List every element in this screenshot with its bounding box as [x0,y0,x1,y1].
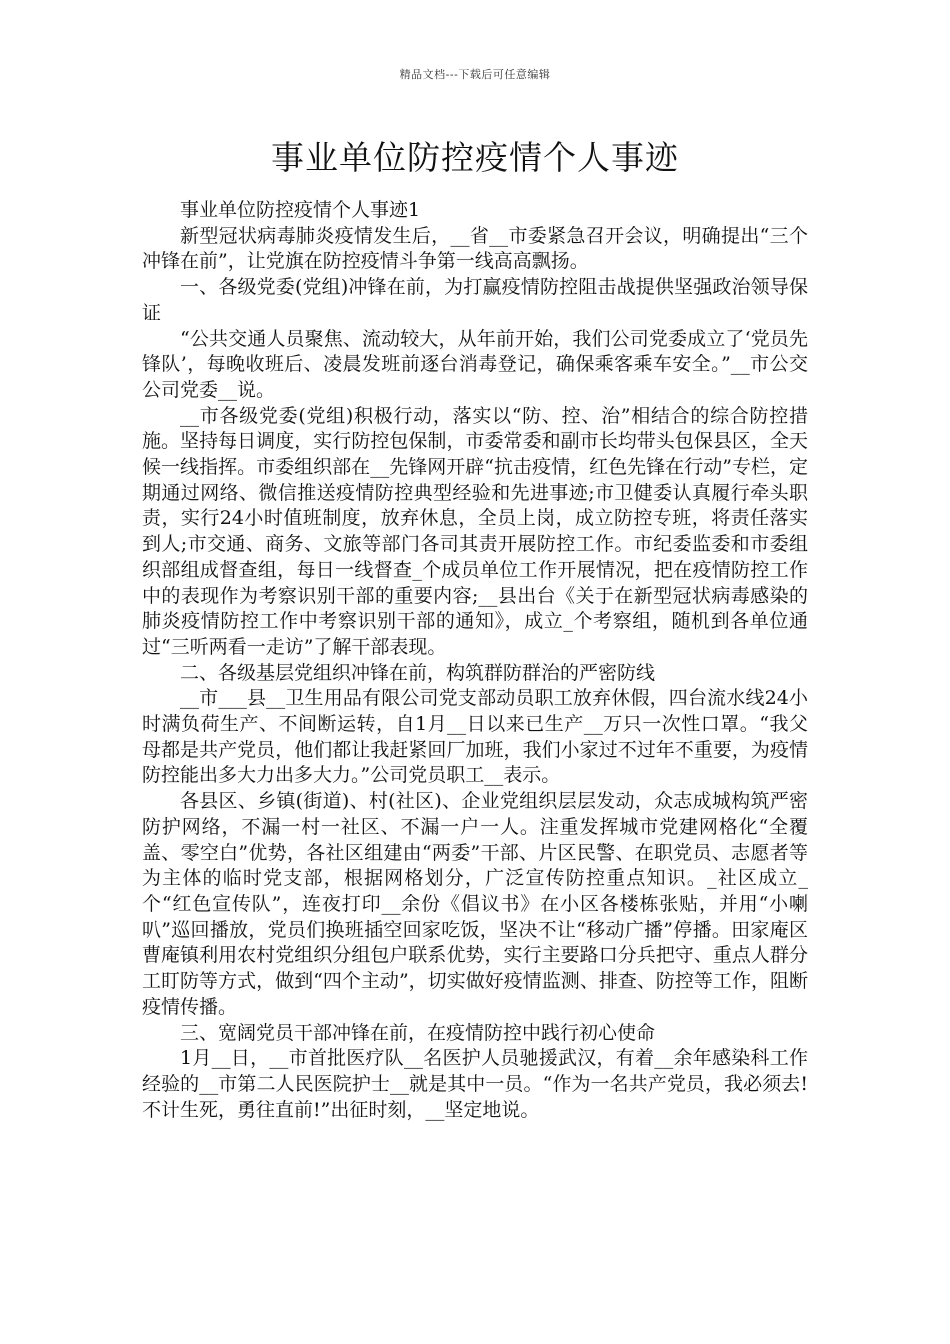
section-heading-1: 一、各级党委(党组)冲锋在前，为打赢疫情防控阻击战提供坚强政治领导保证 [142,276,808,324]
document-title: 事业单位防控疫情个人事迹 [271,138,679,177]
paragraph: 1月__日，__市首批医疗队__名医护人员驰援武汉，有着__余年感染科工作经验的__市第二人民医院护士__就是其中一员。“作为一名共产党员，我必须去!不计生死，勇往直前!”出征时刻，__坚定地说。 [142,1047,808,1121]
paragraph-subtitle: 事业单位防控疫情个人事迹1 [180,199,421,221]
paragraph: __市___县__卫生用品有限公司党支部动员职工放弃休假，四台流水线24小时满负荷生产、不间断运转，自1月__日以来已生产__万只一次性口罩。“我父母都是共产党员，他们都让我赶紧回厂加班，我们小家过不过年不重要，为疫情防控能出多大力出多大力。”公司党员职工__表示。 [142,687,808,787]
page-header: 精品文档---下载后可任意编辑 [399,68,551,81]
section-heading-3: 三、宽阔党员干部冲锋在前，在疫情防控中践行初心使命 [180,1021,656,1044]
paragraph: 新型冠状病毒肺炎疫情发生后，__省__市委紧急召开会议，明确提出“三个冲锋在前”，让党旗在防控疫情斗争第一线高高飘扬。 [142,224,808,273]
section-heading-2: 二、各级基层党组织冲锋在前，构筑群防群治的严密防线 [180,661,656,684]
paragraph: 各县区、乡镇(街道)、村(社区)、企业党组织层层发动，众志成城构筑严密防护网络，不漏一村一社区、不漏一户一人。注重发挥城市党建网格化“全覆盖、零空白”优势，各社区组建由“两委”干部、片区民警、在职党员、志愿者等为主体的临时党支部，根据网格划分，广泛宣传防控重点知识。_社区成立_个“红色宣传队”，连夜打印__余份《倡议书》在小区各楼栋张贴，并用“小喇叭”巡回播放，党员们换班插空回家吃饭，坚决不让“移动广播”停播。田家庵区曹庵镇利用农村党组织分组包户联系优势，实行主要路口分兵把守、重点人群分工盯防等方式，做到“四个主动”，切实做好疫情监测、排查、防控等工作，阻断疫情传播。 [142,790,808,1018]
paragraph: “公共交通人员聚焦、流动较大，从年前开始，我们公司党委成立了‘党员先锋队’，每晚收班后、凌晨发班前逐台消毒登记，确保乘客乘车安全。”__市公交公司党委__说。 [142,327,808,401]
paragraph: __市各级党委(党组)积极行动，落实以“防、控、治”相结合的综合防控措施。坚持每日调度，实行防控包保制，市委常委和副市长均带头包保县区，全天候一线指挥。市委组织部在__先锋网开辟“抗击疫情，红色先锋在行动”专栏，定期通过网络、微信推送疫情防控典型经验和先进事迹;市卫健委认真履行牵头职责，实行24小时值班制度，放弃休息，全员上岗，成立防控专班，将责任落实到人;市交通、商务、文旅等部门各司其责开展防控工作。市纪委监委和市委组织部组成督查组，每日一线督查_个成员单位工作开展情况，把在疫情防控工作中的表现作为考察识别干部的重要内容;__县出台《关于在新型冠状病毒感染的肺炎疫情防控工作中考察识别干部的通知》，成立_个考察组，随机到各单位通过“三听两看一走访”了解干部表现。 [142,404,808,658]
document-body [142,198,808,1123]
